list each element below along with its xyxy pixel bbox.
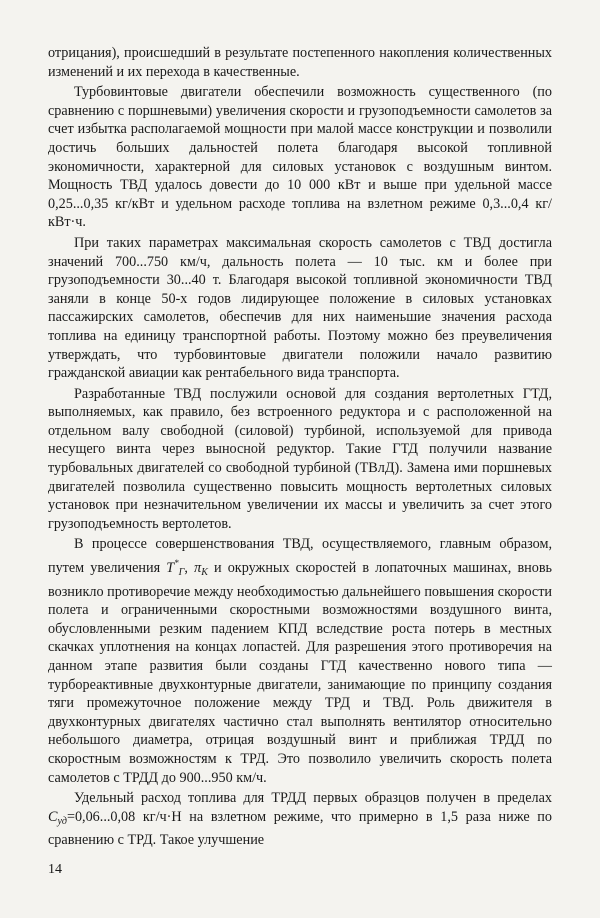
symbol-c: C <box>48 808 58 825</box>
formula-pressure-ratio <box>194 560 208 579</box>
symbol-t: T <box>166 560 175 577</box>
symbol-t-subscript: Г <box>178 567 185 579</box>
paragraph-continuation: отрицания), происшедший в результате постепенного накопления количественных изменений и их перехода в качественные. <box>48 45 552 80</box>
symbol-c-subscript: уд <box>57 815 67 827</box>
symbol-pi: π <box>194 560 202 577</box>
para6-text-after: =0,06...0,08 кг/ч·Н на взлетном режиме, что примерно в 1,5 раза ниже по сравнению с ТРД. Такое улучшение <box>48 808 552 849</box>
para5-text-before: В процессе совершенствования ТВД, осуществляемого, главным образом, путем увеличения <box>48 536 552 577</box>
page-number: 14 <box>48 862 62 877</box>
paragraph-turboprop-parameters: При таких параметрах максимальная скорость самолетов с ТВД достигла значений 700...750 км/ч, дальность полета — 10 тыс. км и более при грузоподъемности 30...40 т. Благодаря высокой топливной экономичности ТВД заняли в конце 50-х годов лидирующее положение в силовых установках пассажирских самолетов, обеспечив для них наименьшие значения расхода топлива на единицу транспортной работы. Поэтому можно без преувеличения утверждать, что турбовинтовые двигатели положили начало развитию гражданской авиации как рентабельного вида транспорта. <box>48 234 552 382</box>
symbol-t-star: * <box>174 558 179 569</box>
formula-turbine-temperature <box>166 558 185 579</box>
paragraph-turbofan-development <box>48 535 552 787</box>
para5-text-after: и окружных скоростей в лопаточных машинах, вновь возникло противоречие между необходимостью дальнейшего повышения скорости полета и ограниченными скоростными возможностями воздушного винта, обусловленными резким падением КПД вследствие роста потерь в местных скачках уплотнения на концах лопастей. Для разрешения этого противоречия на данном этапе развития были созданы ГТД качественно нового типа — турбореактивные двухконтурные двигатели, занимающие по принципу создания тяги промежуточное положение между ТРД и ТВД. Роль движителя в двухконтурных двигателях частично стал выполнять вентилятор относительно небольшого диаметра, отрицая воздушный винт и приближая ТРДД по скоростным возможностям к ТРД. Это позволило увеличить скорость полета самолетов с ТРДД до 900...950 км/ч. <box>48 560 553 786</box>
para6-text-before: Удельный расход топлива для ТРДД первых образцов получен в пределах <box>74 790 552 807</box>
formula-separator: , <box>184 560 195 577</box>
paragraph-turboprop-advantages: Турбовинтовые двигатели обеспечили возможность существенного (по сравнению с поршневыми) увеличения скорости и грузоподъемности самолетов за счет избытка располагаемой мощности при малой массе конструкции и позволили достичь больших дальностей полета благодаря высокой топливной экономичности, характерной для силовых установок с воздушным винтом. Мощность ТВД удалось довести до 10 000 кВт и выше при удельной массе 0,25...0,35 кг/кВт и удельном расходе топлива на взлетном режиме 0,3...0,4 кг/кВт·ч. <box>48 84 552 231</box>
paragraph-helicopter-engines: Разработанные ТВД послужили основой для создания вертолетных ГТД, выполняемых, как правило, без встроенного редуктора и с расположенной на отдельном валу свободной (силовой) турбиной, используемой для привода несущего винта через выносной редуктор. Такие ГТД получили название турбовальных двигателей со свободной турбиной (ТВлД). Замена ими поршневых двигателей позволила существенно повысить мощность вертолетных силовых установок при незначительном увеличении их массы и увеличить за счет этого грузоподъемность вертолетов. <box>48 385 552 532</box>
paragraph-specific-consumption <box>48 789 552 850</box>
formula-specific-consumption <box>48 809 67 825</box>
symbol-pi-subscript: К <box>201 567 208 579</box>
